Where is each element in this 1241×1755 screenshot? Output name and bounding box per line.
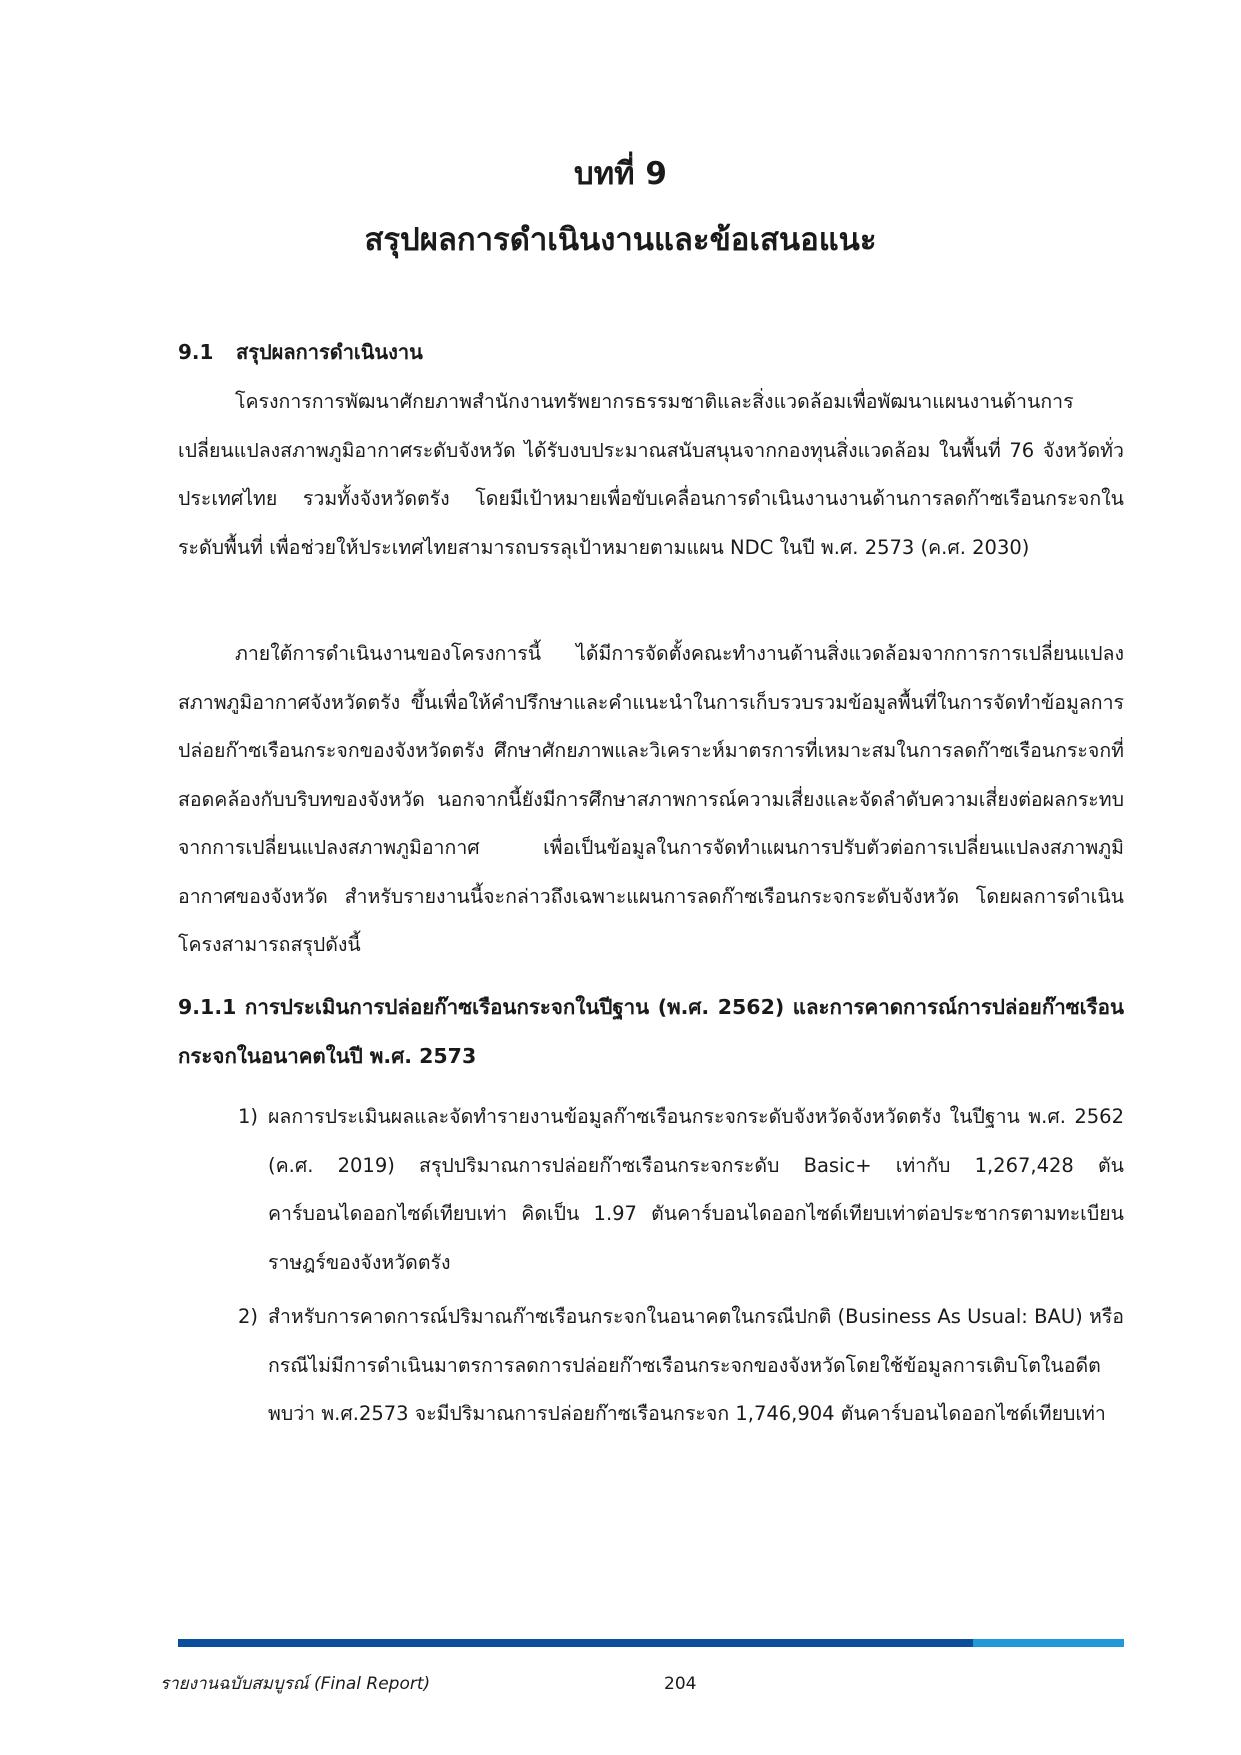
list-marker: 1) xyxy=(238,1105,259,1128)
list-item xyxy=(238,1093,1124,1287)
list-marker: 2) xyxy=(238,1305,259,1328)
footer-divider xyxy=(178,1639,1124,1647)
section-number: 9.1 xyxy=(178,340,214,364)
list-item-text: ผลการประเมินผลและจัดทำรายงานข้อมูลก๊าซเรือนกระจกระดับจังหวัดจังหวัดตรัง ในปีฐาน พ.ศ. 2562 (ค.ศ. 2019) สรุปปริมาณการปล่อยก๊าซเรือนกระจกระดับ Basic+ เท่ากับ 1,267,428 ตันคาร์บอนไดออกไซด์เทียบเท่า คิดเป็น 1.97 ตันคาร์บอนไดออกไซด์เทียบเท่าต่อประชากรตามทะเบียนราษฎร์ของจังหวัดตรัง xyxy=(268,1105,1124,1274)
section-title: สรุปผลการดำเนินงาน xyxy=(236,340,423,364)
subsection-heading: 9.1.1 การประเมินการปล่อยก๊าซเรือนกระจกในปีฐาน (พ.ศ. 2562) และการคาดการณ์การปล่อยก๊าซเรือนกระจกในอนาคตในปี พ.ศ. 2573 xyxy=(178,995,1124,1068)
body-paragraph: โครงการการพัฒนาศักยภาพสำนักงานทรัพยากรธรรมชาติและสิ่งแวดล้อมเพื่อพัฒนาแผนงานด้านการเปลี่ยนแปลงสภาพภูมิอากาศระดับจังหวัด ได้รับงบประมาณสนับสนุนจากกองทุนสิ่งแวดล้อม ในพื้นที่ 76 จังหวัดทั่วประเทศไทย รวมทั้งจังหวัดตรัง โดยมีเป้าหมายเพื่อขับเคลื่อนการดำเนินงานงานด้านการลดก๊าซเรือนกระจกในระดับพื้นที่ เพื่อช่วยให้ประเทศไทยสามารถบรรลุเป้าหมายตามแผน NDC ในปี พ.ศ. 2573 (ค.ศ. 2030) xyxy=(178,390,1124,559)
list-item-text: สำหรับการคาดการณ์ปริมาณก๊าซเรือนกระจกในอนาคตในกรณีปกติ (Business As Usual: BAU) หรือกรณีไม่มีการดำเนินมาตรการลดการปล่อยก๊าซเรือนกระจกของจังหวัดโดยใช้ข้อมูลการเติบโตในอดีตพบว่า พ.ศ.2573 จะมีปริมาณการปล่อยก๊าซเรือนกระจก 1,746,904 ตันคาร์บอนไดออกไซด์เทียบเท่า xyxy=(268,1305,1124,1425)
body-paragraph: ภายใต้การดำเนินงานของโครงการนี้ ได้มีการจัดตั้งคณะทำงานด้านสิ่งแวดล้อมจากการการเปลี่ยนแปลงสภาพภูมิอากาศจังหวัดตรัง ขึ้นเพื่อให้คำปรึกษาและคำแนะนำในการเก็บรวบรวมข้อมูลพื้นที่ในการจัดทำข้อมูลการปล่อยก๊าซเรือนกระจกของจังหวัดตรัง ศึกษาศักยภาพและวิเคราะห์มาตรการที่เหมาะสมในการลดก๊าซเรือนกระจกที่สอดคล้องกับบริบทของจังหวัด นอกจากนี้ยังมีการศึกษาสภาพการณ์ความเสี่ยงและจัดลำดับความเสี่ยงต่อผลกระทบจากการเปลี่ยนแปลงสภาพภูมิอากาศ เพื่อเป็นข้อมูลในการจัดทำแผนการปรับตัวต่อการเปลี่ยนแปลงสภาพภูมิอากาศของจังหวัด สำหรับรายงานนี้จะกล่าวถึงเฉพาะแผนการลดก๊าซเรือนกระจกระดับจังหวัด โดยผลการดำเนินโครงสามารถสรุปดังนี้ xyxy=(178,642,1124,956)
section-heading xyxy=(178,334,1124,370)
footer-divider-accent xyxy=(973,1639,1124,1647)
list-item xyxy=(238,1293,1124,1439)
footer-divider-primary xyxy=(178,1639,973,1647)
chapter-number: บทที่ 9 xyxy=(574,156,667,192)
footer-report-title: รายงานฉบับสมบูรณ์ (Final Report) xyxy=(160,1674,431,1694)
page-number: 204 xyxy=(664,1674,697,1694)
chapter-title: สรุปผลการดำเนินงานและข้อเสนอแนะ xyxy=(364,222,877,258)
